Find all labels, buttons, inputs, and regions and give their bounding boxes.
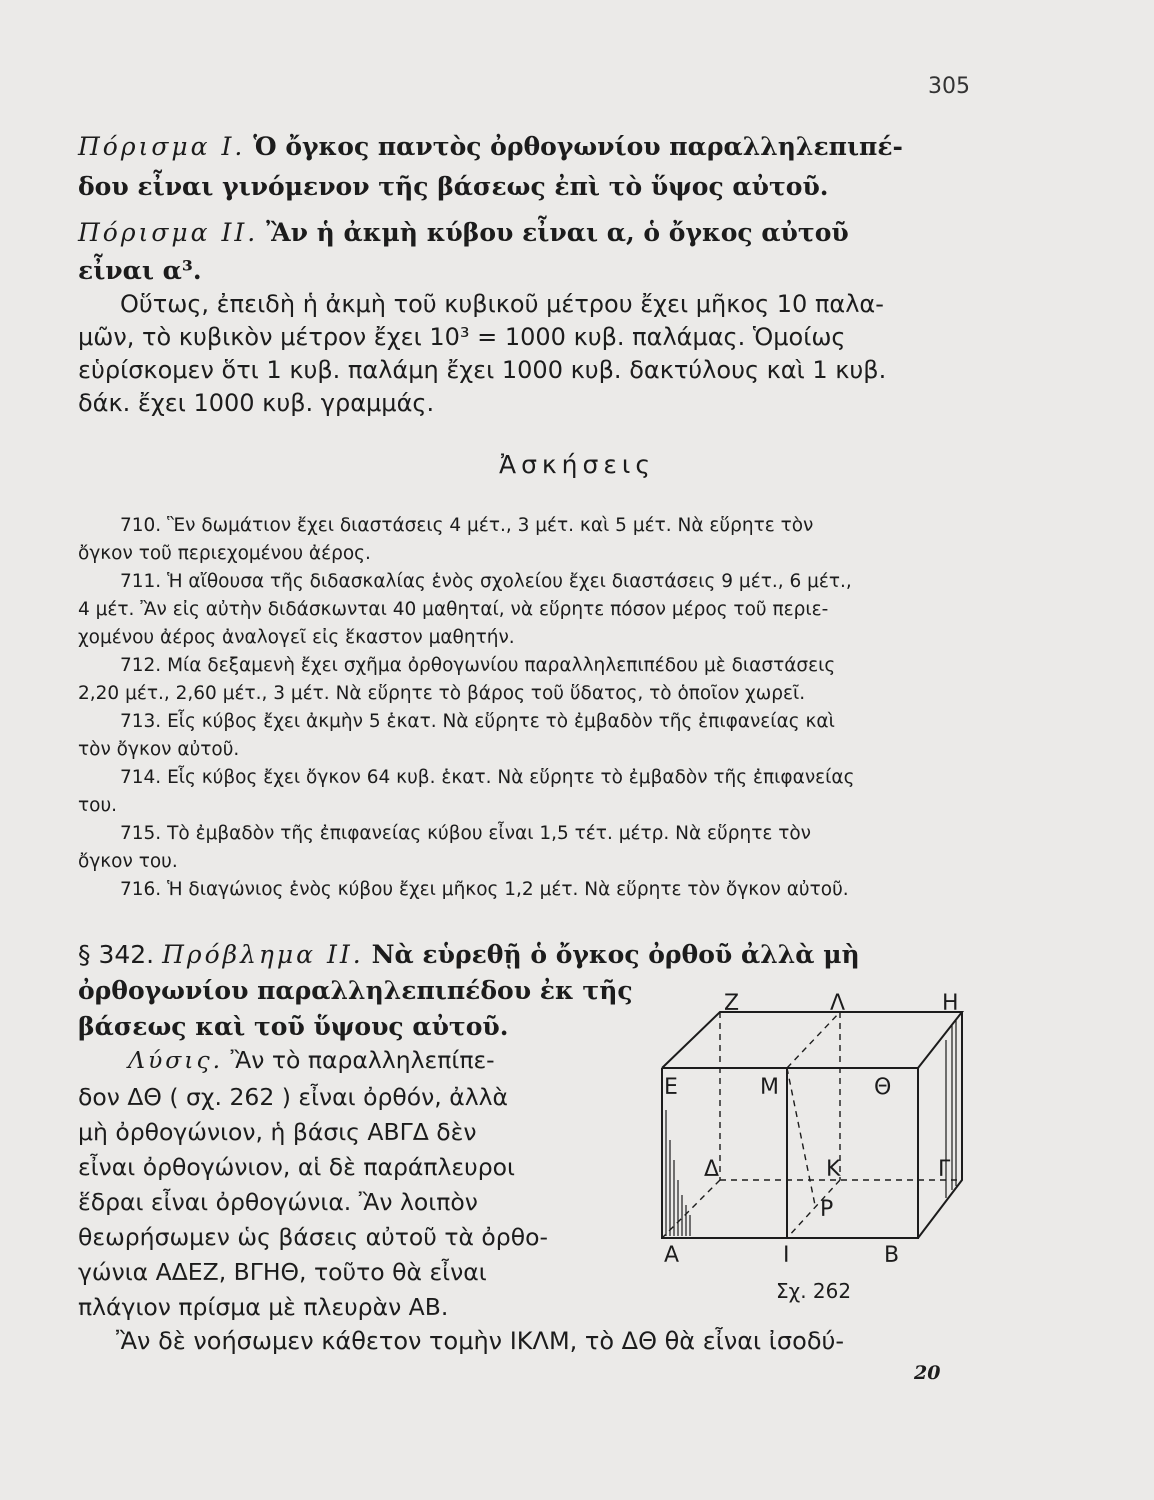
top-face <box>662 1012 962 1068</box>
exercise-711-line-3: χομένου ἀέρος ἀναλογεῖ εἰς ἕκαστον μαθητήν. <box>78 627 515 648</box>
exercise-710-line-1: 710. Ἓν δωμάτιον ἔχει διαστάσεις 4 μέτ., 3 μέτ. καὶ 5 μέτ. Νὰ εὕρητε τὸν <box>120 515 814 536</box>
section-label: Πρόβλημα ΙΙ. <box>162 940 364 969</box>
section-title-3: βάσεως καὶ τοῦ ὕψους αὐτοῦ. <box>78 1012 509 1041</box>
label-l: Λ <box>830 991 846 1016</box>
label-k: Κ <box>826 1157 841 1182</box>
porisma-1-line-1 <box>78 132 958 161</box>
paragraph-1-line-2: μῶν, τὸ κυβικὸν μέτρον ἔχει 10³ = 1000 κυβ. παλάμας. Ὁμοίως <box>78 323 846 351</box>
section-title-2: ὀρθογωνίου παραλληλεπιπέδου ἐκ τῆς <box>78 976 633 1005</box>
exercise-715-line-2: ὄγκον του. <box>78 851 178 872</box>
exercise-712-line-1: 712. Μία δεξαμενὴ ἔχει σχῆμα ὀρθογωνίου παραλληλεπιπέδου μὲ διαστάσεις <box>120 655 836 676</box>
exercise-713-line-2: τὸν ὄγκον αὐτοῦ. <box>78 739 240 760</box>
solution-line-1 <box>128 1046 616 1074</box>
solution-label: Λύσις. <box>128 1046 224 1074</box>
section-number: § 342. <box>78 940 155 969</box>
porisma-1-text-1: Ὁ ὄγκος παντὸς ὀρθογωνίου παραλληλεπιπέ- <box>253 132 903 161</box>
exercise-711-line-1: 711. Ἡ αἴθουσα τῆς διδασκαλίας ἑνὸς σχολείου ἔχει διαστάσεις 9 μέτ., 6 μέτ., <box>120 571 852 592</box>
hidden-edge-ml <box>787 1012 840 1068</box>
porisma-2-line-2: εἶναι α³. <box>78 256 202 285</box>
porisma-1-line-2: δου εἶναι γινόμενον τῆς βάσεως ἐπὶ τὸ ὕψος αὐτοῦ. <box>78 172 829 201</box>
solution-line-5: ἕδραι εἶναι ὀρθογώνια. Ἂν λοιπὸν <box>78 1188 478 1216</box>
section-342-line-1 <box>78 940 958 969</box>
exercise-712-line-2: 2,20 μέτ., 2,60 μέτ., 3 μέτ. Νὰ εὕρητε τὸ βάρος τοῦ ὕδατος, τὸ ὁποῖον χωρεῖ. <box>78 683 806 704</box>
exercise-716-line-1: 716. Ἡ διαγώνιος ἑνὸς κύβου ἔχει μῆκος 1,2 μέτ. Νὰ εὕρητε τὸν ὄγκον αὐτοῦ. <box>120 879 849 900</box>
exercise-715-line-1: 715. Τὸ ἐμβαδὸν τῆς ἐπιφανείας κύβου εἶναι 1,5 τέτ. μέτρ. Νὰ εὕρητε τὸν <box>120 823 812 844</box>
figure-caption: Σχ. 262 <box>776 1279 852 1303</box>
page-number: 305 <box>928 74 970 99</box>
exercise-714-line-2: του. <box>78 795 118 816</box>
solution-line-3: μὴ ὀρθογώνιον, ἡ βάσις ΑΒΓΔ δὲν <box>78 1118 477 1146</box>
porisma-2-line-1 <box>78 218 958 247</box>
hatching <box>666 1020 956 1236</box>
last-line: Ἂν δὲ νοήσωμεν κάθετον τομὴν ΙΚΛΜ, τὸ ΔΘ θὰ εἶναι ἰσοδύ- <box>116 1327 845 1355</box>
label-h: Η <box>942 991 959 1016</box>
paragraph-1-line-4: δάκ. ἔχει 1000 κυβ. γραμμάς. <box>78 389 435 417</box>
solution-line-8: πλάγιον πρίσμα μὲ πλευρὰν ΑΒ. <box>78 1293 449 1321</box>
section-title-1: Νὰ εὑρεθῇ ὁ ὄγκος ὀρθοῦ ἀλλὰ μὴ <box>371 940 860 969</box>
label-i: Ι <box>783 1243 790 1268</box>
solution-line-4: εἶναι ὀρθογώνιον, αἱ δὲ παράπλευροι <box>78 1153 515 1181</box>
label-z: Ζ <box>724 991 740 1016</box>
exercise-710-line-2: ὄγκον τοῦ περιεχομένου ἀέρος. <box>78 543 371 564</box>
hidden-edge-mr <box>787 1068 815 1205</box>
solution-line-7: γώνια ΑΔΕΖ, ΒΓΗΘ, τοῦτο θὰ εἶναι <box>78 1258 487 1286</box>
paragraph-1-line-3: εὑρίσκομεν ὅτι 1 κυβ. παλάμη ἔχει 1000 κυβ. δακτύλους καὶ 1 κυβ. <box>78 356 887 384</box>
label-e: Ε <box>664 1075 678 1100</box>
exercise-713-line-1: 713. Εἷς κύβος ἔχει ἀκμὴν 5 ἑκατ. Νὰ εὕρητε τὸ ἐμβαδὸν τῆς ἐπιφανείας καὶ <box>120 711 835 732</box>
exercise-711-line-2: 4 μέτ. Ἂν εἰς αὐτὴν διδάσκωνται 40 μαθηταί, νὰ εὕρητε πόσον μέρος τοῦ περιε- <box>78 599 829 620</box>
label-a: Α <box>664 1243 680 1268</box>
label-d: Δ <box>704 1157 720 1182</box>
figure-262-parallelepiped <box>650 990 980 1310</box>
exercise-714-line-1: 714. Εἷς κύβος ἔχει ὄγκον 64 κυβ. ἑκατ. Νὰ εὕρητε τὸ ἐμβαδὸν τῆς ἐπιφανείας <box>120 767 855 788</box>
porisma-2-label: Πόρισμα ΙΙ. <box>78 218 259 247</box>
label-b: Β <box>884 1243 900 1268</box>
label-r: Ρ <box>820 1197 834 1222</box>
paragraph-1-line-1: Οὕτως, ἐπειδὴ ἡ ἀκμὴ τοῦ κυβικοῦ μέτρου ἔχει μῆκος 10 παλα- <box>120 290 884 318</box>
label-th: Θ <box>874 1075 892 1100</box>
exercises-heading: Ἀσκήσεις <box>498 450 655 479</box>
porisma-2-text-1: Ἂν ἡ ἀκμὴ κύβου εἶναι α, ὁ ὄγκος αὐτοῦ <box>266 218 849 247</box>
footer-signature-number: 20 <box>914 1362 941 1384</box>
label-m: Μ <box>760 1075 779 1100</box>
label-g: Γ <box>938 1157 951 1182</box>
solution-line-6: θεωρήσωμεν ὡς βάσεις αὐτοῦ τὰ ὀρθο- <box>78 1223 548 1251</box>
solution-text-1: Ἂν τὸ παραλληλεπίπε- <box>230 1046 495 1074</box>
porisma-1-label: Πόρισμα Ι. <box>78 132 246 161</box>
hidden-edge-da <box>662 1180 720 1238</box>
solution-line-2: δον ΔΘ ( σχ. 262 ) εἶναι ὀρθόν, ἀλλὰ <box>78 1083 509 1111</box>
